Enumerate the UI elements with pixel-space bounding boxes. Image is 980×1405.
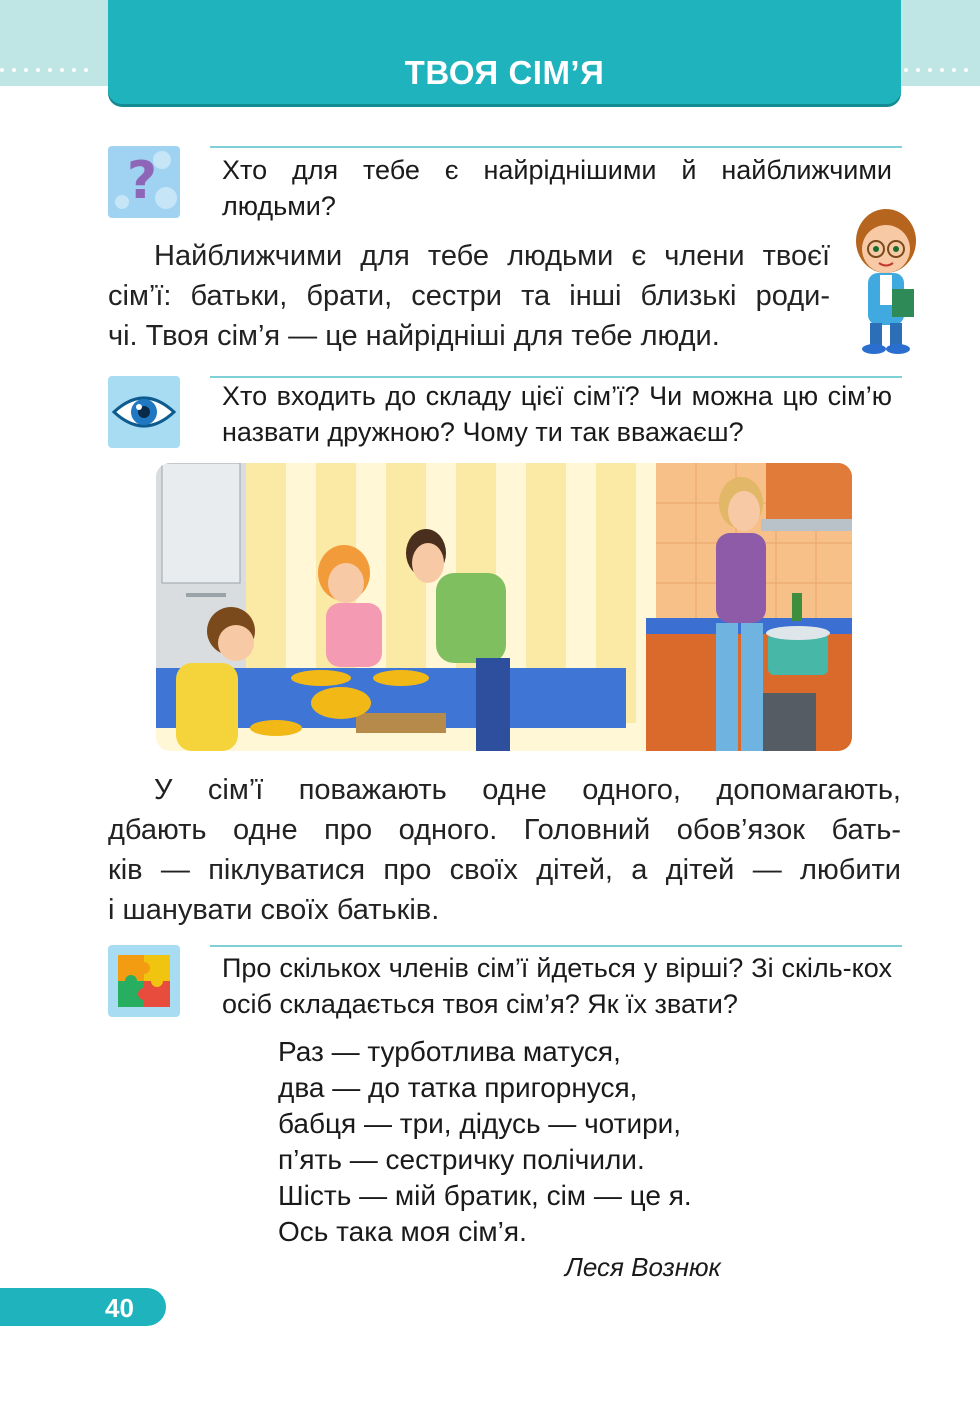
- paragraph-2-line: У сім’ї поважають одне одного, допомагають,: [154, 774, 901, 806]
- paragraph-1-line: сім’ї: батьки, брати, сестри та інші близькі роди-: [108, 280, 830, 312]
- puzzle-icon: [108, 945, 180, 1017]
- family-kitchen-illustration: [156, 463, 852, 751]
- boy-character-illustration: [846, 205, 926, 355]
- header-dots-left: [0, 68, 104, 72]
- poem-line: Шість — мій братик, сім — це я.: [278, 1180, 692, 1211]
- question-icon: [108, 146, 180, 218]
- header-dots-right: [904, 68, 980, 72]
- poem-line: два — до татка пригорнуся,: [278, 1072, 638, 1103]
- poem: [278, 1034, 692, 1250]
- poem-author: Леся Вознюк: [565, 1252, 721, 1282]
- paragraph-2-line: дбають одне про одного. Головний обов’язок бать-: [108, 814, 901, 846]
- paragraph-1: [108, 236, 830, 356]
- poem-line: Ось така моя сім’я.: [278, 1216, 527, 1247]
- task-question-2: Хто входить до складу цієї сім’ї? Чи можна цю сім’ю назвати дружною? Чому ти так вважаєш?: [222, 381, 892, 447]
- paragraph-1-line: чі. Твоя сім’я — це найрідніші для тебе люди.: [108, 320, 720, 352]
- poem-line: бабця — три, дідусь — чотири,: [278, 1108, 682, 1139]
- page-number: 40: [105, 1293, 134, 1323]
- svg-text:?: ?: [126, 151, 158, 211]
- title-banner: [108, 0, 901, 104]
- paragraph-2: [108, 770, 901, 930]
- paragraph-2-line: ків — піклуватися про своїх дітей, а дітей — любити: [108, 854, 901, 886]
- section-rule: [210, 945, 902, 947]
- poem-line: Раз — турботлива матуся,: [278, 1036, 621, 1067]
- paragraph-2-line: і шанувати своїх батьків.: [108, 894, 440, 926]
- eye-icon: [108, 376, 180, 448]
- section-rule: [210, 146, 902, 148]
- page-title: ТВОЯ СІМ’Я: [404, 54, 605, 91]
- page-number-badge: [0, 1288, 166, 1326]
- task-question-1: Хто для тебе є найріднішими й найближчими людьми?: [222, 155, 892, 221]
- task-question-3: Про скількох членів сім’ї йдеться у вірші? Зі скіль-кох осіб складається твоя сім’я? Як їх звати?: [222, 953, 892, 1019]
- poem-line: п’ять — сестричку полічили.: [278, 1144, 645, 1175]
- paragraph-1-line: Найближчими для тебе людьми є члени твоєї: [154, 240, 830, 272]
